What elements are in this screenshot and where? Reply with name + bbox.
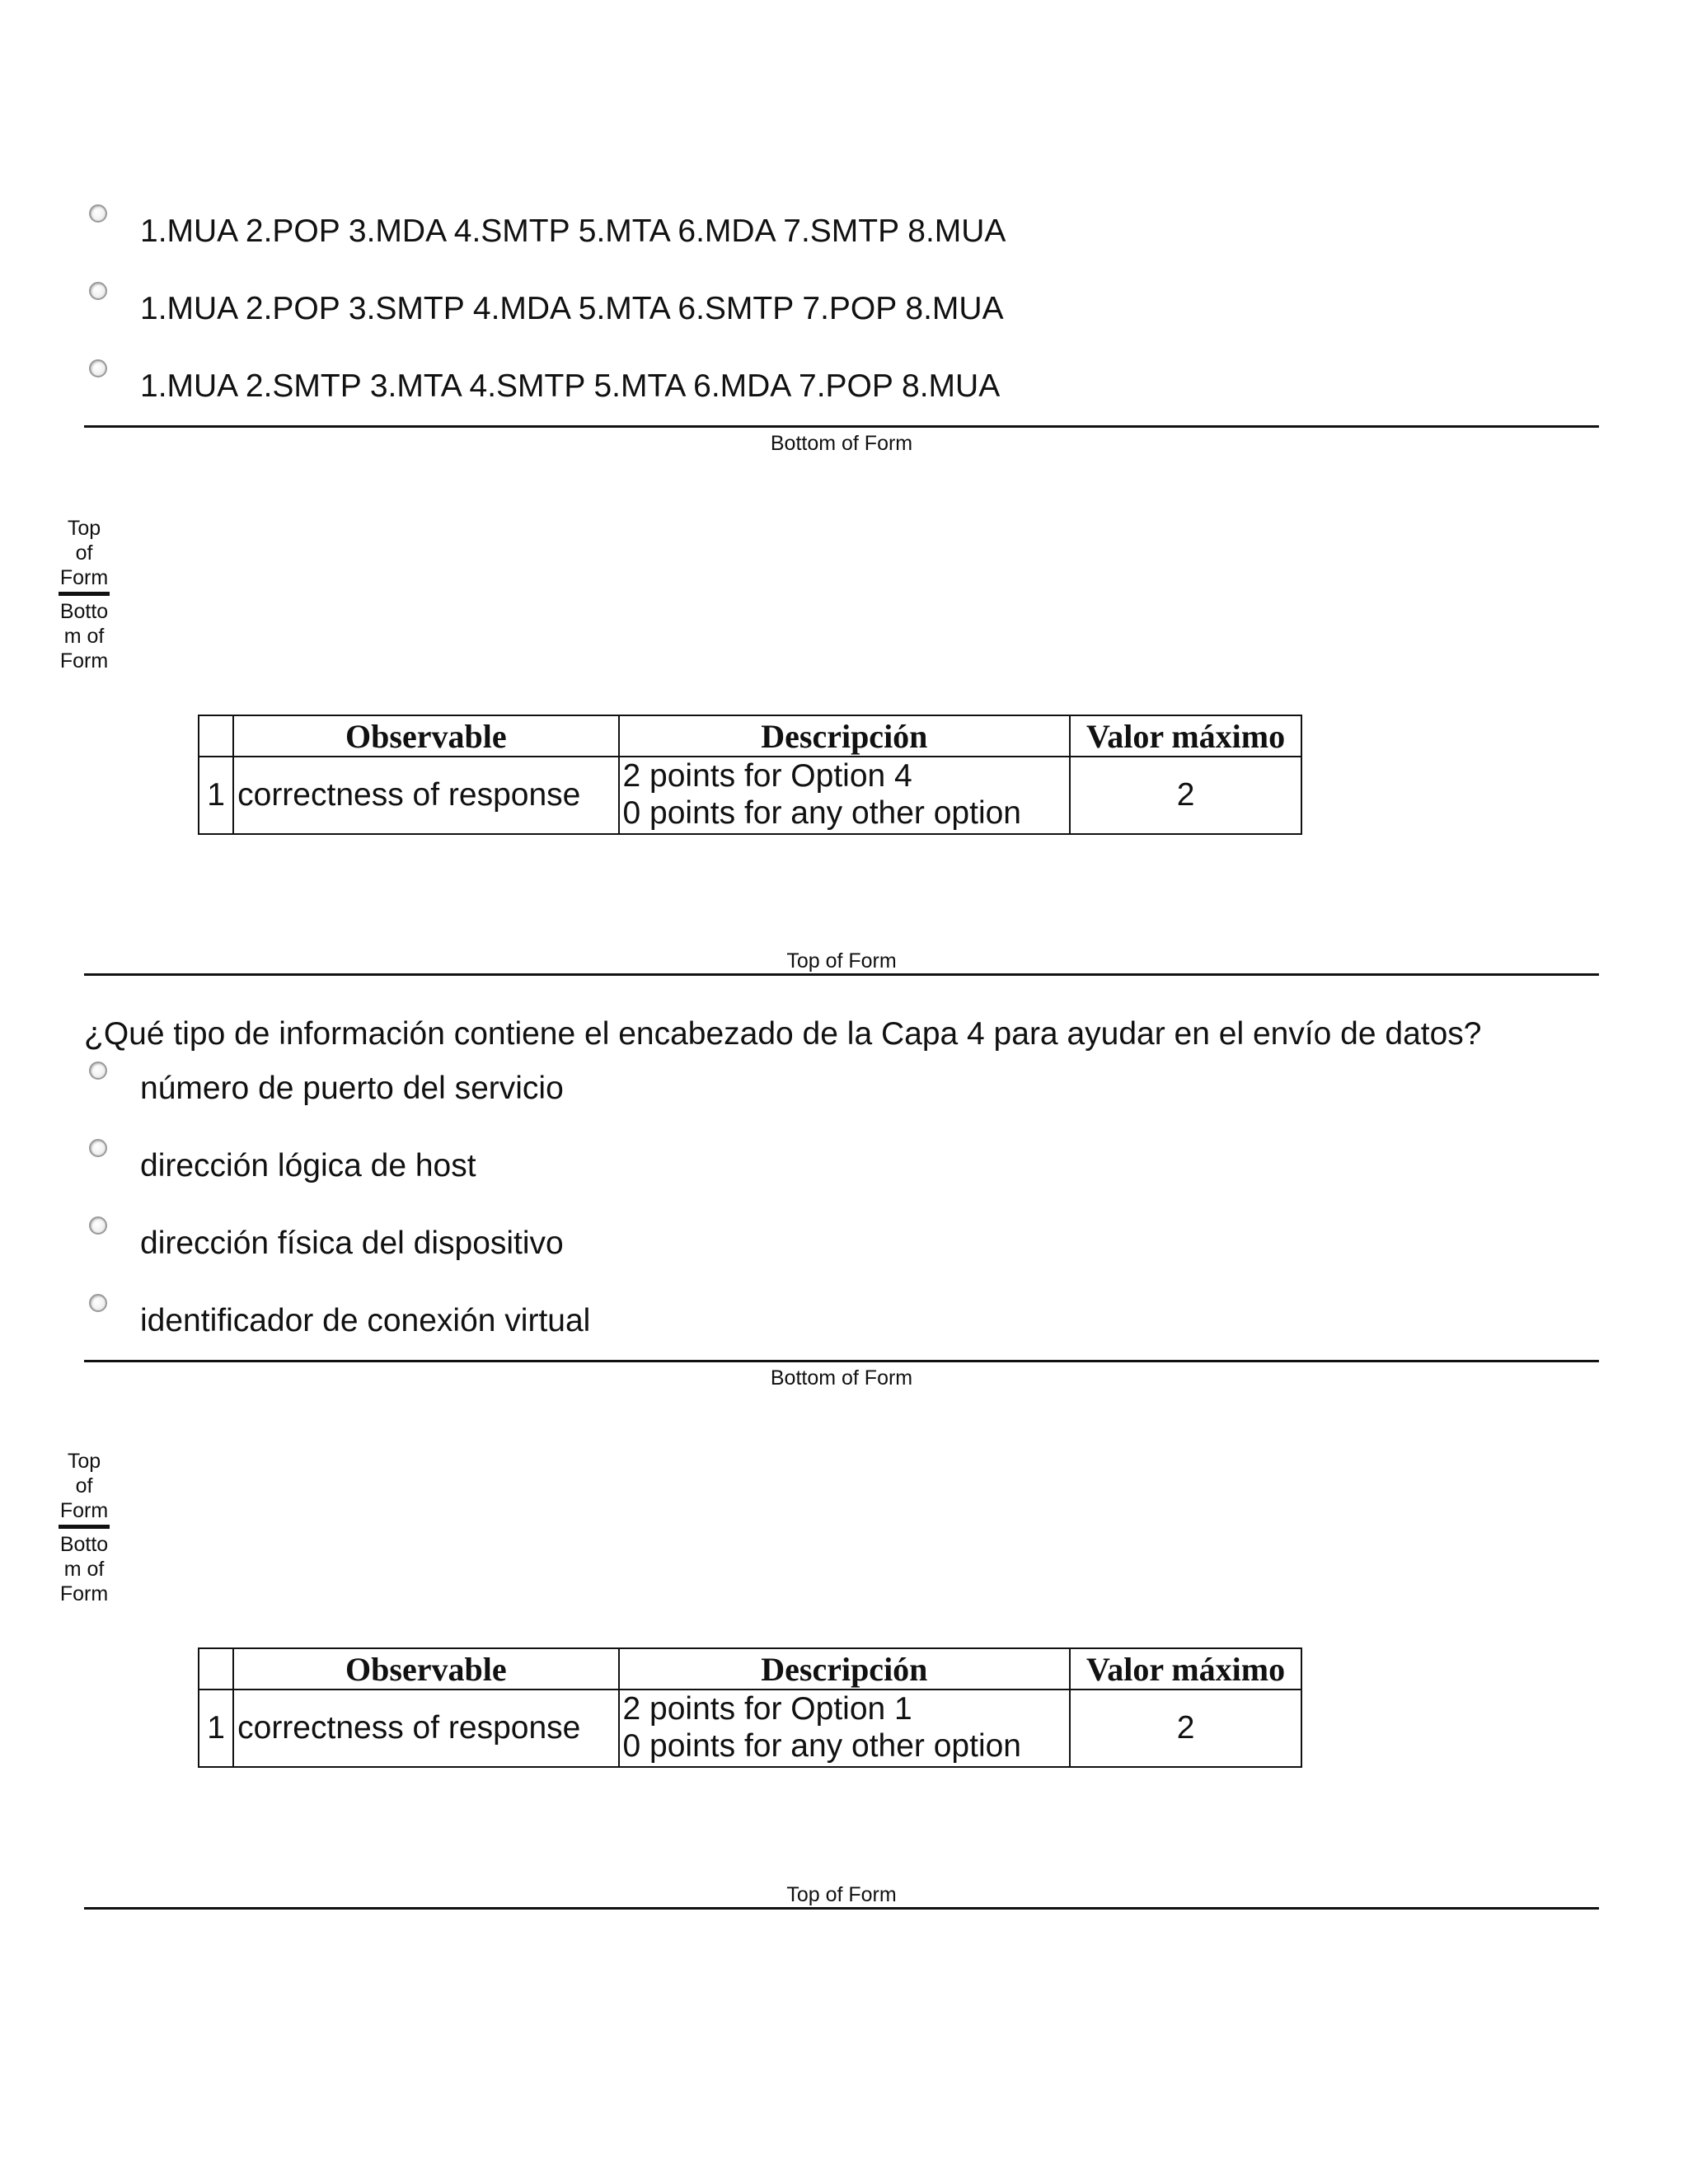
radio-button-icon[interactable] <box>89 1139 107 1157</box>
question-text: ¿Qué tipo de información contiene el encabezado de la Capa 4 para ayudar en el envío de datos? <box>84 1016 1482 1052</box>
q2-option-4-label: identificador de conexión virtual <box>140 1303 591 1338</box>
q1-option-1-label: 1.MUA 2.POP 3.MDA 4.SMTP 5.MTA 6.MDA 7.SMTP 8.MUA <box>140 213 1006 249</box>
table-row <box>199 1690 1301 1767</box>
radio-button-icon[interactable] <box>89 204 107 223</box>
description-line: 2 points for Option 4 <box>622 758 912 794</box>
mini-top-line: Form <box>59 1499 109 1522</box>
cell-num: 1 <box>199 1690 233 1767</box>
radio-button-icon[interactable] <box>89 359 107 377</box>
form-divider <box>84 425 1599 428</box>
mini-top-line: Form <box>59 566 109 589</box>
bottom-of-form-label: Bottom of Form <box>770 432 913 455</box>
description-line: 0 points for any other option <box>622 1728 1021 1764</box>
cell-observable: correctness of response <box>233 1690 618 1767</box>
mini-bottom-line: Form <box>59 649 109 673</box>
header-num <box>199 715 233 757</box>
radio-button-icon[interactable] <box>89 1062 107 1080</box>
mini-bottom-line: Botto <box>59 1533 109 1556</box>
form-divider <box>84 973 1599 976</box>
cell-observable: correctness of response <box>233 757 618 834</box>
mini-top-line: Top <box>67 517 101 540</box>
mini-form-marker <box>51 516 117 673</box>
rubric-header-row <box>199 1648 1301 1690</box>
description-line: 0 points for any other option <box>622 795 1021 831</box>
q2-option-1-label: número de puerto del servicio <box>140 1071 564 1106</box>
header-max-value: Valor máximo <box>1070 715 1301 757</box>
q2-option-3-label: dirección física del dispositivo <box>140 1226 564 1261</box>
radio-button-icon[interactable] <box>89 1216 107 1235</box>
mini-bottom-line: m of <box>63 625 105 648</box>
mini-bottom-line: m of <box>63 1558 105 1581</box>
header-num <box>199 1648 233 1690</box>
rubric-table <box>198 715 1302 835</box>
rubric-header-row <box>199 715 1301 757</box>
header-description: Descripción <box>619 1648 1071 1690</box>
q1-option-3-label: 1.MUA 2.SMTP 3.MTA 4.SMTP 5.MTA 6.MDA 7.POP 8.MUA <box>140 368 1001 404</box>
header-max-value: Valor máximo <box>1070 1648 1301 1690</box>
table-row <box>199 757 1301 834</box>
q2-option-2-label: dirección lógica de host <box>140 1148 476 1183</box>
cell-max-value: 2 <box>1070 1690 1301 1767</box>
bottom-of-form-label: Bottom of Form <box>770 1366 913 1390</box>
header-observable: Observable <box>233 715 618 757</box>
top-of-form-label: Top of Form <box>786 949 897 972</box>
form-divider <box>84 1360 1599 1362</box>
mini-top-line: of <box>75 541 93 565</box>
mini-form-divider <box>59 592 110 596</box>
mini-form-marker <box>51 1449 117 1606</box>
mini-form-divider <box>59 1525 110 1529</box>
header-description: Descripción <box>619 715 1071 757</box>
cell-num: 1 <box>199 757 233 834</box>
top-of-form-label: Top of Form <box>786 1883 897 1906</box>
radio-button-icon[interactable] <box>89 1294 107 1312</box>
cell-description <box>619 757 1071 834</box>
description-line: 2 points for Option 1 <box>622 1691 912 1727</box>
header-observable: Observable <box>233 1648 618 1690</box>
cell-max-value: 2 <box>1070 757 1301 834</box>
radio-button-icon[interactable] <box>89 282 107 300</box>
mini-top-line: of <box>75 1474 93 1497</box>
q1-option-2-label: 1.MUA 2.POP 3.SMTP 4.MDA 5.MTA 6.SMTP 7.POP 8.MUA <box>140 291 1004 326</box>
mini-bottom-line: Form <box>59 1582 109 1605</box>
cell-description <box>619 1690 1071 1767</box>
mini-top-line: Top <box>67 1450 101 1473</box>
mini-bottom-line: Botto <box>59 600 109 623</box>
form-divider <box>84 1907 1599 1910</box>
rubric-table <box>198 1647 1302 1768</box>
